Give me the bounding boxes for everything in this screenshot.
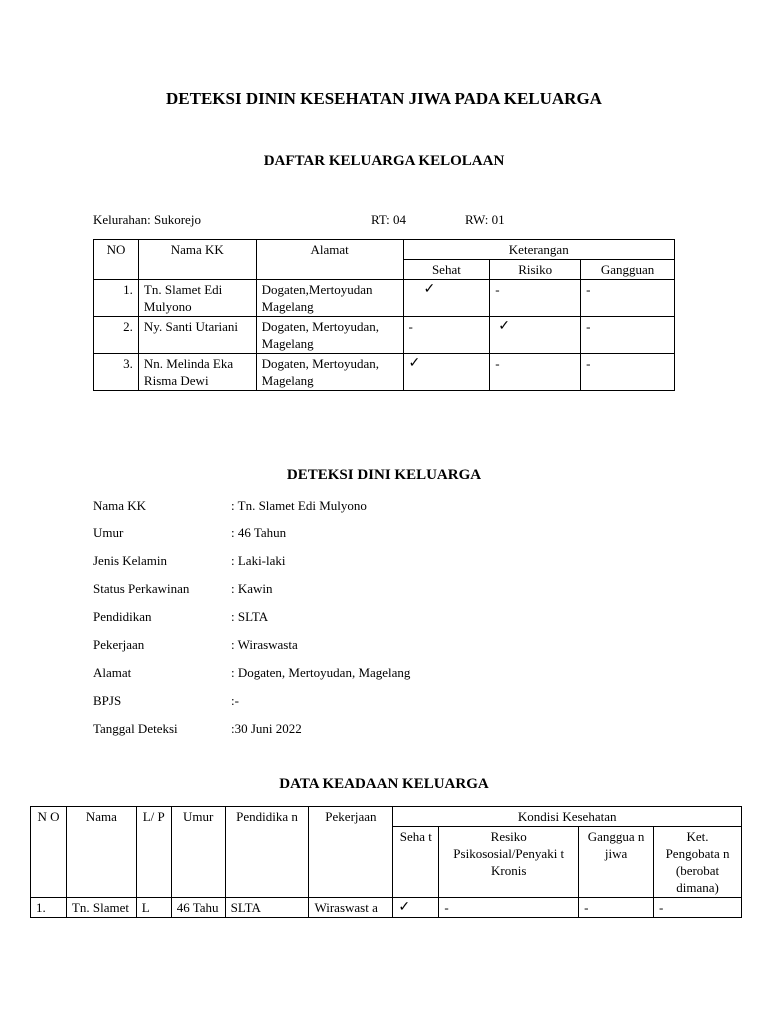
- field-label: BPJS: [93, 693, 122, 708]
- cell-no: 1.: [94, 280, 139, 317]
- header-keterangan: Keterangan: [403, 240, 674, 260]
- rt-label: RT: 04: [371, 212, 407, 227]
- header-no: N O: [31, 807, 67, 898]
- table-header-row: [94, 240, 675, 260]
- document-title: DETEKSI DININ KESEHATAN JIWA PADA KELUARGA: [166, 89, 602, 108]
- rw-label: RW: 01: [465, 212, 505, 227]
- cell-no: 3.: [94, 354, 139, 391]
- check-icon: ✓: [393, 898, 439, 918]
- header-alamat: Alamat: [256, 240, 403, 280]
- header-resiko: Resiko Psikososial/Penyaki t Kronis: [439, 827, 579, 898]
- field-value: : Dogaten, Mertoyudan, Magelang: [231, 665, 411, 680]
- check-icon: ✓: [403, 280, 490, 317]
- field-label: Umur: [93, 525, 124, 540]
- header-no: NO: [94, 240, 139, 280]
- field-label: Pendidikan: [93, 609, 152, 624]
- table-row: [94, 280, 675, 317]
- header-gangguan-jiwa: Ganggua n jiwa: [579, 827, 654, 898]
- field-value: : SLTA: [231, 609, 269, 624]
- header-umur: Umur: [171, 807, 225, 898]
- field-label: Alamat: [93, 665, 132, 680]
- cell-pekerjaan: Wiraswast a: [309, 898, 393, 918]
- cell-alamat: Dogaten,Mertoyudan Magelang: [256, 280, 403, 317]
- cell-risiko: -: [490, 280, 581, 317]
- family-condition-table: [30, 806, 742, 918]
- cell-gangguan: -: [581, 280, 675, 317]
- field-value: : Laki-laki: [231, 553, 286, 568]
- header-sehat: Seha t: [393, 827, 439, 898]
- header-sehat: Sehat: [403, 260, 490, 280]
- field-value: : 46 Tahun: [231, 525, 287, 540]
- field-value: :-: [231, 693, 239, 708]
- header-risiko: Risiko: [490, 260, 581, 280]
- check-icon: ✓: [490, 317, 581, 354]
- table-row: [94, 354, 675, 391]
- field-label: Tanggal Deteksi: [93, 721, 178, 736]
- cell-nama: Ny. Santi Utariani: [138, 317, 256, 354]
- header-pendidikan: Pendidika n: [225, 807, 309, 898]
- cell-gangguan: -: [581, 354, 675, 391]
- cell-no: 1.: [31, 898, 67, 918]
- field-label: Nama KK: [93, 498, 147, 513]
- family-list-table: [93, 239, 675, 391]
- cell-no: 2.: [94, 317, 139, 354]
- cell-lp: L: [136, 898, 171, 918]
- cell-pendidikan: SLTA: [225, 898, 309, 918]
- header-nama: Nama: [66, 807, 136, 898]
- table-header-row: [31, 807, 742, 827]
- kelurahan-label: Kelurahan: Sukorejo: [93, 212, 201, 227]
- header-pekerjaan: Pekerjaan: [309, 807, 393, 898]
- section-title-deteksi-dini: DETEKSI DINI KELUARGA: [286, 467, 482, 483]
- cell-alamat: Dogaten, Mertoyudan, Magelang: [256, 354, 403, 391]
- field-label: Jenis Kelamin: [93, 553, 168, 568]
- field-label: Status Perkawinan: [93, 581, 190, 596]
- field-value: : Wiraswasta: [231, 637, 298, 652]
- cell-alamat: Dogaten, Mertoyudan, Magelang: [256, 317, 403, 354]
- cell-nama: Tn. Slamet Edi Mulyono: [138, 280, 256, 317]
- cell-umur: 46 Tahu: [171, 898, 225, 918]
- cell-ket: -: [654, 898, 742, 918]
- check-icon: ✓: [403, 354, 490, 391]
- cell-resiko: -: [439, 898, 579, 918]
- field-value: :30 Juni 2022: [231, 721, 302, 736]
- cell-risiko: -: [490, 354, 581, 391]
- cell-sehat: -: [403, 317, 490, 354]
- cell-gangguan: -: [579, 898, 654, 918]
- section-title-data-keadaan: DATA KEADAAN KELUARGA: [279, 776, 489, 792]
- header-lp: L/ P: [136, 807, 171, 898]
- field-value: : Kawin: [231, 581, 273, 596]
- cell-gangguan: -: [581, 317, 675, 354]
- field-label: Pekerjaan: [93, 637, 145, 652]
- section-title-daftar-keluarga: DAFTAR KELUARGA KELOLAAN: [263, 153, 505, 169]
- table-row: [31, 898, 742, 918]
- table-row: [94, 317, 675, 354]
- cell-nama: Tn. Slamet: [66, 898, 136, 918]
- header-ket-pengobatan: Ket. Pengobata n (berobat dimana): [654, 827, 742, 898]
- header-nama-kk: Nama KK: [138, 240, 256, 280]
- field-value: : Tn. Slamet Edi Mulyono: [231, 498, 367, 513]
- cell-nama: Nn. Melinda Eka Risma Dewi: [138, 354, 256, 391]
- header-kondisi-kesehatan: Kondisi Kesehatan: [393, 807, 742, 827]
- header-gangguan: Gangguan: [581, 260, 675, 280]
